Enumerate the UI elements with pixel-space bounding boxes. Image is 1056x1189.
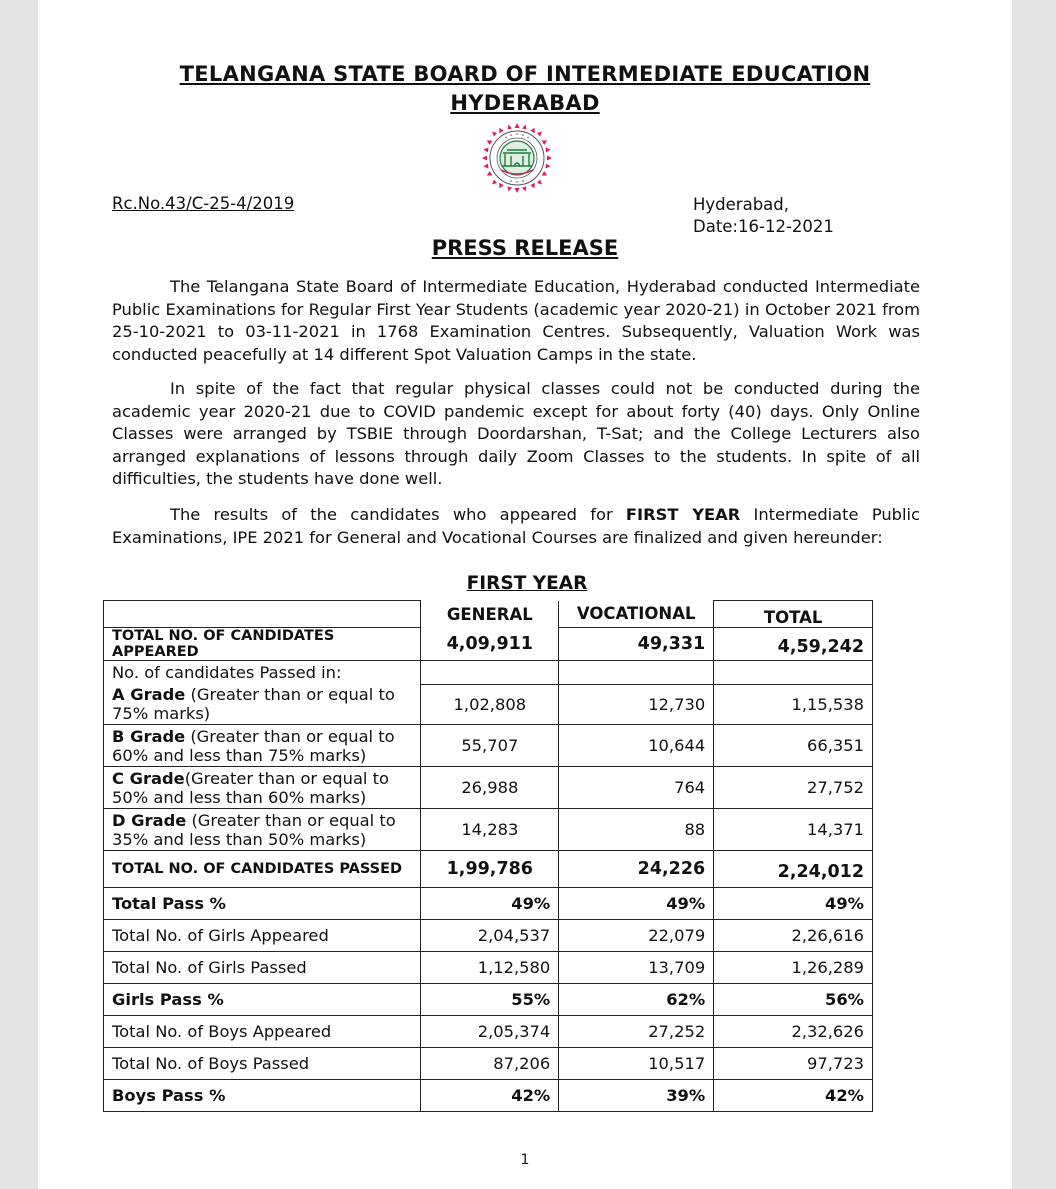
c-grade-desc: (Greater than or equal to 50% and less than 60% marks) [112, 768, 389, 807]
table-row [104, 1048, 873, 1080]
para3-before: The results of the candidates who appeared for [170, 505, 626, 524]
blank-cell [559, 661, 714, 685]
row-label-c-grade [104, 767, 421, 809]
paragraph-covid: In spite of the fact that regular physical classes could not be conducted during the academic year 2020-21 due to COVID pandemic except for about forty (40) days. Only Online Classes were arranged by TSBIE through Doordarshan, T-Sat; and the College Lecturers also arranged explanations of lessons through daily Zoom Classes to the students. In spite of all difficulties, the students have done well. [112, 379, 920, 489]
b-grade-general: 55,707 [421, 725, 559, 767]
row-label-girls-pass-pct: Girls Pass % [104, 984, 421, 1016]
board-emblem-icon [481, 122, 553, 194]
d-grade-name: D Grade [112, 810, 187, 830]
boys-pass-pct-general: 42% [421, 1080, 559, 1112]
boys-appeared-general: 2,05,374 [421, 1016, 559, 1048]
d-grade-vocational: 88 [559, 809, 714, 851]
girls-passed-general: 1,12,580 [421, 952, 559, 984]
girls-pass-pct-vocational: 62% [559, 984, 714, 1016]
row-label-passed: TOTAL NO. OF CANDIDATES PASSED [104, 851, 421, 888]
blank-cell [714, 661, 873, 685]
boys-passed-vocational: 10,517 [559, 1048, 714, 1080]
boys-passed-total: 97,723 [714, 1048, 873, 1080]
row-label-a-grade [104, 685, 421, 725]
row-label-d-grade [104, 809, 421, 851]
a-grade-desc: (Greater than or equal to 75% marks) [112, 685, 395, 724]
d-grade-general: 14,283 [421, 809, 559, 851]
table-row [104, 809, 873, 851]
col-general: GENERAL [421, 601, 559, 628]
table-row [104, 984, 873, 1016]
press-release-title: PRESS RELEASE [431, 236, 619, 260]
para3-bold: FIRST YEAR [625, 505, 741, 524]
girls-appeared-general: 2,04,537 [421, 920, 559, 952]
row-label-passed-in: No. of candidates Passed in: [104, 661, 421, 685]
table-row [104, 920, 873, 952]
b-grade-desc: (Greater than or equal to 60% and less than 75% marks) [112, 726, 395, 765]
passed-total: 2,24,012 [714, 851, 873, 888]
boys-appeared-total: 2,32,626 [714, 1016, 873, 1048]
passed-general: 1,99,786 [421, 851, 559, 888]
girls-passed-vocational: 13,709 [559, 952, 714, 984]
total-pass-pct-vocational: 49% [559, 888, 714, 920]
reference-number: Rc.No.43/C-25-4/2019 [112, 194, 295, 213]
appeared-general: 4,09,911 [421, 628, 559, 661]
girls-pass-pct-total: 56% [714, 984, 873, 1016]
table-row [104, 952, 873, 984]
table-row [104, 1080, 873, 1112]
place: Hyderabad, [693, 195, 789, 214]
place-date-block [693, 194, 834, 238]
table-row [104, 661, 873, 685]
c-grade-name: C Grade [112, 768, 185, 788]
d-grade-total: 14,371 [714, 809, 873, 851]
row-label-boys-pass-pct: Boys Pass % [104, 1080, 421, 1112]
page-number: 1 [520, 1152, 530, 1168]
row-label-b-grade [104, 725, 421, 767]
table-row [104, 1016, 873, 1048]
b-grade-vocational: 10,644 [559, 725, 714, 767]
release-date: Date:16-12-2021 [693, 217, 834, 236]
paragraph-intro: The Telangana State Board of Intermediate Education, Hyderabad conducted Intermediate Public Examinations for Regular First Year Students (academic year 2020-21) in October 2021 from 25-10-2021 to 03-11-2021 in 1768 Examination Centres. Subsequently, Valuation Work was conducted peacefully at 14 different Spot Valuation Camps in the state. [112, 277, 920, 364]
header-blank [104, 601, 421, 628]
c-grade-general: 26,988 [421, 767, 559, 809]
a-grade-total: 1,15,538 [714, 685, 873, 725]
b-grade-total: 66,351 [714, 725, 873, 767]
girls-appeared-total: 2,26,616 [714, 920, 873, 952]
row-label-girls-appeared: Total No. of Girls Appeared [104, 920, 421, 952]
table-row [104, 685, 873, 725]
table-header-row [104, 601, 873, 628]
a-grade-vocational: 12,730 [559, 685, 714, 725]
row-label-boys-appeared: Total No. of Boys Appeared [104, 1016, 421, 1048]
total-pass-pct-total: 49% [714, 888, 873, 920]
row-label-boys-passed: Total No. of Boys Passed [104, 1048, 421, 1080]
table-row [104, 725, 873, 767]
table-row [104, 628, 873, 661]
appeared-total: 4,59,242 [714, 628, 873, 661]
board-title: TELANGANA STATE BOARD OF INTERMEDIATE EDUCATION [179, 62, 871, 86]
girls-appeared-vocational: 22,079 [559, 920, 714, 952]
row-label-girls-passed: Total No. of Girls Passed [104, 952, 421, 984]
appeared-vocational: 49,331 [559, 628, 714, 661]
table-title: FIRST YEAR [466, 573, 588, 594]
table-row [104, 851, 873, 888]
table-row [104, 888, 873, 920]
board-city: HYDERABAD [450, 91, 600, 115]
boys-passed-general: 87,206 [421, 1048, 559, 1080]
blank-cell [421, 661, 559, 685]
c-grade-total: 27,752 [714, 767, 873, 809]
para3-after: Intermediate Public Examinations, IPE 2021 for General and Vocational Courses are finalized and given hereunder: [112, 505, 921, 547]
a-grade-general: 1,02,808 [421, 685, 559, 725]
a-grade-name: A Grade [112, 685, 186, 705]
girls-pass-pct-general: 55% [421, 984, 559, 1016]
b-grade-name: B Grade [112, 726, 186, 746]
table-row [104, 767, 873, 809]
boys-pass-pct-total: 42% [714, 1080, 873, 1112]
d-grade-desc: (Greater than or equal to 35% and less than 50% marks) [112, 810, 396, 849]
results-table [103, 600, 873, 1112]
col-total: TOTAL [714, 601, 873, 628]
passed-vocational: 24,226 [559, 851, 714, 888]
total-pass-pct-general: 49% [421, 888, 559, 920]
row-label-total-pass-pct: Total Pass % [104, 888, 421, 920]
paragraph-results [112, 504, 920, 549]
document-page [38, 0, 1012, 1189]
c-grade-vocational: 764 [559, 767, 714, 809]
row-label-appeared: TOTAL NO. OF CANDIDATES APPEARED [104, 628, 421, 661]
col-vocational: VOCATIONAL [559, 601, 714, 628]
boys-pass-pct-vocational: 39% [559, 1080, 714, 1112]
boys-appeared-vocational: 27,252 [559, 1016, 714, 1048]
girls-passed-total: 1,26,289 [714, 952, 873, 984]
